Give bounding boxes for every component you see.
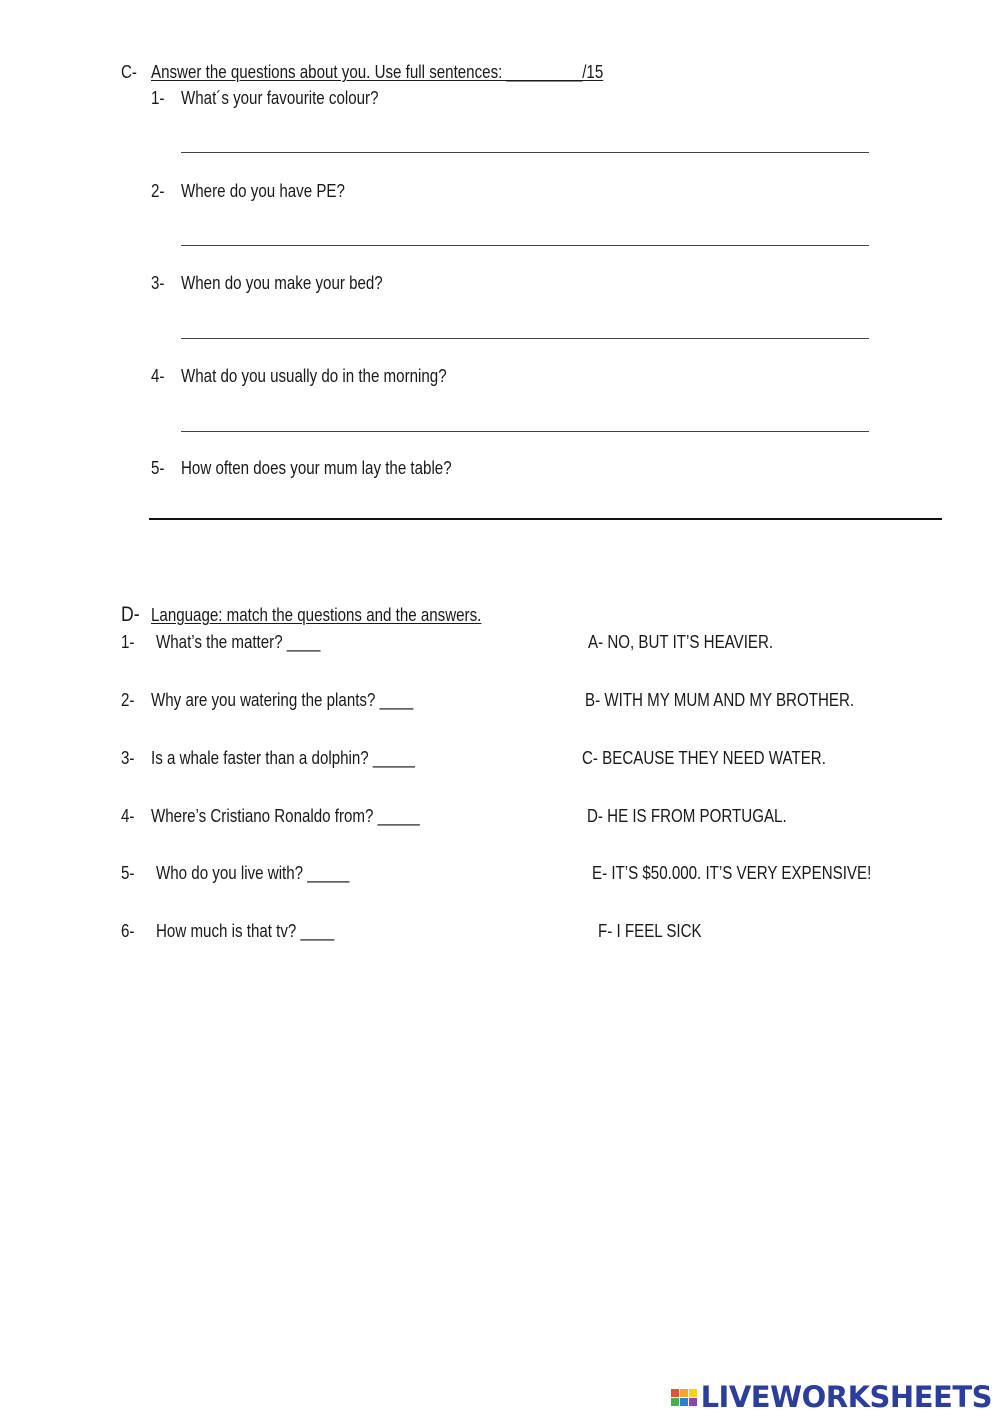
section-d-instruction: Language: match the questions and the answers. <box>151 605 482 625</box>
d-question-4-text: Where’s Cristiano Ronaldo from? _____ <box>151 806 420 826</box>
logo-tile <box>680 1398 688 1406</box>
c-question-3-number: 3- <box>151 273 165 293</box>
d-question-1-text: What’s the matter? ____ <box>156 632 321 652</box>
d-question-2-text: Why are you watering the plants? ____ <box>151 690 414 710</box>
c-question-5-text: How often does your mum lay the table? <box>181 458 452 478</box>
c-answer-line-2[interactable] <box>181 245 869 246</box>
d-question-5-text: Who do you live with? _____ <box>156 863 350 883</box>
section-c-letter: C- <box>121 62 137 82</box>
d-question-6-number: 6- <box>121 921 135 941</box>
d-question-6-text: How much is that tv? ____ <box>156 921 335 941</box>
c-answer-line-3[interactable] <box>181 338 869 339</box>
c-question-1-text: What´s your favourite colour? <box>181 88 379 108</box>
d-question-3-number: 3- <box>121 748 135 768</box>
c-question-2-number: 2- <box>151 181 165 201</box>
section-c-instruction: Answer the questions about you. Use full sentences: _________/15 <box>151 62 604 82</box>
d-answer-e: E- IT’S $50.000. IT’S VERY EXPENSIVE! <box>592 863 872 883</box>
c-answer-line-5[interactable] <box>149 518 942 520</box>
d-answer-f: F- I FEEL SICK <box>598 921 702 941</box>
d-question-4-number: 4- <box>121 806 135 826</box>
liveworksheets-logo <box>671 1380 992 1414</box>
c-question-1-number: 1- <box>151 88 165 108</box>
d-answer-c: C- BECAUSE THEY NEED WATER. <box>582 748 826 768</box>
d-question-3-text: Is a whale faster than a dolphin? _____ <box>151 748 415 768</box>
logo-text: LIVEWORKSHEETS <box>700 1380 992 1414</box>
d-question-2-number: 2- <box>121 690 135 710</box>
c-question-4-number: 4- <box>151 366 165 386</box>
d-question-5-number: 5- <box>121 863 135 883</box>
logo-tile <box>671 1389 679 1397</box>
c-question-2-text: Where do you have PE? <box>181 181 345 201</box>
d-answer-a: A- NO, BUT IT’S HEAVIER. <box>588 632 774 652</box>
c-question-4-text: What do you usually do in the morning? <box>181 366 447 386</box>
d-question-1-number: 1- <box>121 632 135 652</box>
logo-mark-icon <box>671 1389 697 1406</box>
c-question-3-text: When do you make your bed? <box>181 273 383 293</box>
logo-tile <box>680 1389 688 1397</box>
section-d-letter: D- <box>121 603 140 626</box>
logo-tile <box>689 1398 697 1406</box>
logo-tile <box>671 1398 679 1406</box>
logo-tile <box>689 1389 697 1397</box>
d-answer-b: B- WITH MY MUM AND MY BROTHER. <box>585 690 855 710</box>
d-answer-d: D- HE IS FROM PORTUGAL. <box>587 806 787 826</box>
c-answer-line-1[interactable] <box>181 152 869 153</box>
c-answer-line-4[interactable] <box>181 431 869 432</box>
c-question-5-number: 5- <box>151 458 165 478</box>
